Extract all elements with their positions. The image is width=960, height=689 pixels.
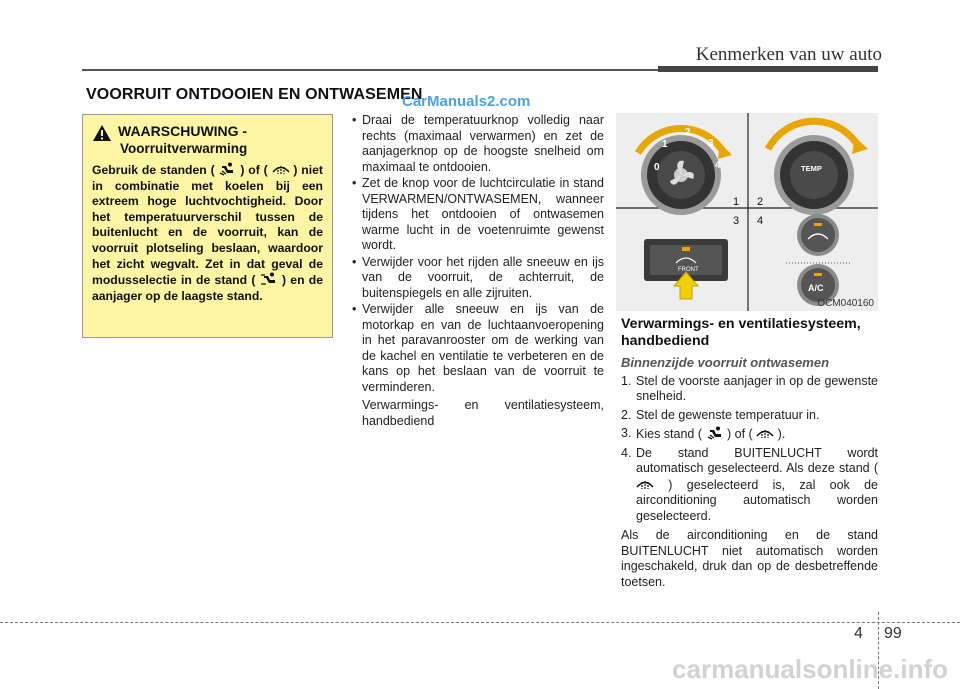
warning-subtitle: Voorruitverwarming xyxy=(120,141,248,156)
procedure-heading: Verwarmings- en ventilatiesysteem, handbediend xyxy=(621,316,861,349)
procedure-subheading: Binnenzijde voorruit ontwasemen xyxy=(621,355,830,370)
bullet-item-4: • Verwijder alle sneeuw en ijs van de motorkap en van de luchtaanvoeropening in het paravanrooster om de werking van de kachel en ventilatie te verbeteren en de kans op het beslaan van de voorruit te verminderen. xyxy=(352,302,604,395)
warning-text-4: ) en de aanjager op de laagste stand. xyxy=(92,273,324,303)
procedure-column xyxy=(621,316,878,590)
chapter-number: 4 xyxy=(854,625,863,642)
fan-speed-knob[interactable] xyxy=(638,129,732,215)
step3-text-c: ). xyxy=(777,427,786,441)
step-text: Stel de voorste aanjager in op de gewenste snelheid. xyxy=(636,373,878,403)
warning-body xyxy=(92,162,323,304)
quadrant-label-4: 4 xyxy=(757,215,764,227)
step-2 xyxy=(621,408,878,424)
quadrant-label-2: 2 xyxy=(757,196,764,208)
step-1 xyxy=(621,374,878,405)
front-label: FRONT xyxy=(678,267,699,273)
page-number: 99 xyxy=(884,625,902,642)
windshield-defrost-icon xyxy=(636,477,654,491)
bullet-item-1: • Draai de temperatuurknop volledig naar rechts (maximaal verwarmen) en zet de aanjagerknop op de hoogste snelheid om maximaal te ontdooien. xyxy=(352,113,604,175)
header-rule-accent xyxy=(658,66,878,72)
warning-title xyxy=(118,123,247,157)
warning-header xyxy=(92,123,323,157)
floor-defrost-mode-icon xyxy=(706,426,724,440)
warning-box xyxy=(82,114,333,338)
step4-text-a: De stand BUITENLUCHT wordt automatisch geselecteerd. Als deze stand ( xyxy=(636,445,878,475)
watermark-link[interactable]: CarManuals2.com xyxy=(402,93,531,110)
quadrant-label-1: 1 xyxy=(733,196,740,208)
temp-label: TEMP xyxy=(801,164,822,173)
fan-label-0: 0 xyxy=(654,162,660,173)
recirculation-button[interactable] xyxy=(797,214,839,256)
fan-label-4: 4 xyxy=(715,160,721,171)
windshield-defrost-icon xyxy=(272,162,290,176)
warning-title-text: WAARSCHUWING - xyxy=(118,123,248,139)
control-panel-illustration xyxy=(616,113,878,311)
bullet-item-2: • Zet de knop voor de luchtcirculatie in stand VERWARMEN/ONTWASEMEN, wanneer tijdens het ontdooien of ontwasemen warme lucht in de voetenruimte gewenst wordt. xyxy=(352,176,604,254)
fan-label-2: 2 xyxy=(685,127,691,138)
fan-label-1: 1 xyxy=(662,139,668,150)
step4-text-b: ) geselecteerd is, zal ook de airconditioning automatisch worden geselecteerd. xyxy=(636,477,878,523)
control-panel-figure xyxy=(616,113,878,311)
warning-text-2: ) of ( xyxy=(240,163,268,177)
footer-divider xyxy=(0,622,960,623)
instructions-column xyxy=(352,113,604,429)
ac-label: A/C xyxy=(808,283,824,293)
windshield-defrost-icon xyxy=(756,426,774,440)
face-floor-mode-icon xyxy=(260,272,278,286)
warning-triangle-icon xyxy=(92,124,112,142)
header-title: Kenmerken van uw auto xyxy=(695,44,882,65)
fan-label-3: 3 xyxy=(708,138,714,149)
quadrant-label-3: 3 xyxy=(733,215,740,227)
step3-text-a: Kies stand ( xyxy=(636,427,703,441)
step-number: 4. xyxy=(621,445,632,460)
step-3 xyxy=(621,426,878,443)
figure-code: OCM040160 xyxy=(817,298,874,309)
step-number: 2. xyxy=(621,407,632,422)
warning-text-3: ) niet in combinatie met koelen bij een extreem hoge luchtvochtigheid. Door het temperatuurverschil tussen de buitenlucht en de voorruit, kan de voorruit plotseling beslaan, waardoor het zicht wegvalt. Zet in dat geval de modusselectie in de stand ( xyxy=(92,163,323,288)
section-title: VOORRUIT ONTDOOIEN EN ONTWASEMEN xyxy=(86,86,423,103)
floor-defrost-mode-icon xyxy=(218,162,236,176)
step-number: 1. xyxy=(621,373,632,388)
step-4 xyxy=(621,446,878,525)
header-rule xyxy=(82,69,658,71)
step-number: 3. xyxy=(621,426,632,440)
system-paragraph: Verwarmings- en ventilatiesysteem, handbediend xyxy=(362,398,604,428)
bullet-item-3: • Verwijder voor het rijden alle sneeuw en ijs van de voorruit, de achterruit, de buitenspiegels en alle zijruiten. xyxy=(352,255,604,302)
step3-text-b: ) of ( xyxy=(726,427,753,441)
warning-text-1: Gebruik de standen ( xyxy=(92,163,215,177)
step-text: Stel de gewenste temperatuur in. xyxy=(636,407,820,422)
footer-watermark: carmanualsonline.info xyxy=(672,654,948,684)
closing-paragraph: Als de airconditioning en de stand BUITENLUCHT niet automatisch worden ingeschakeld, druk dan op de desbetreffende toetsen. xyxy=(621,528,878,589)
